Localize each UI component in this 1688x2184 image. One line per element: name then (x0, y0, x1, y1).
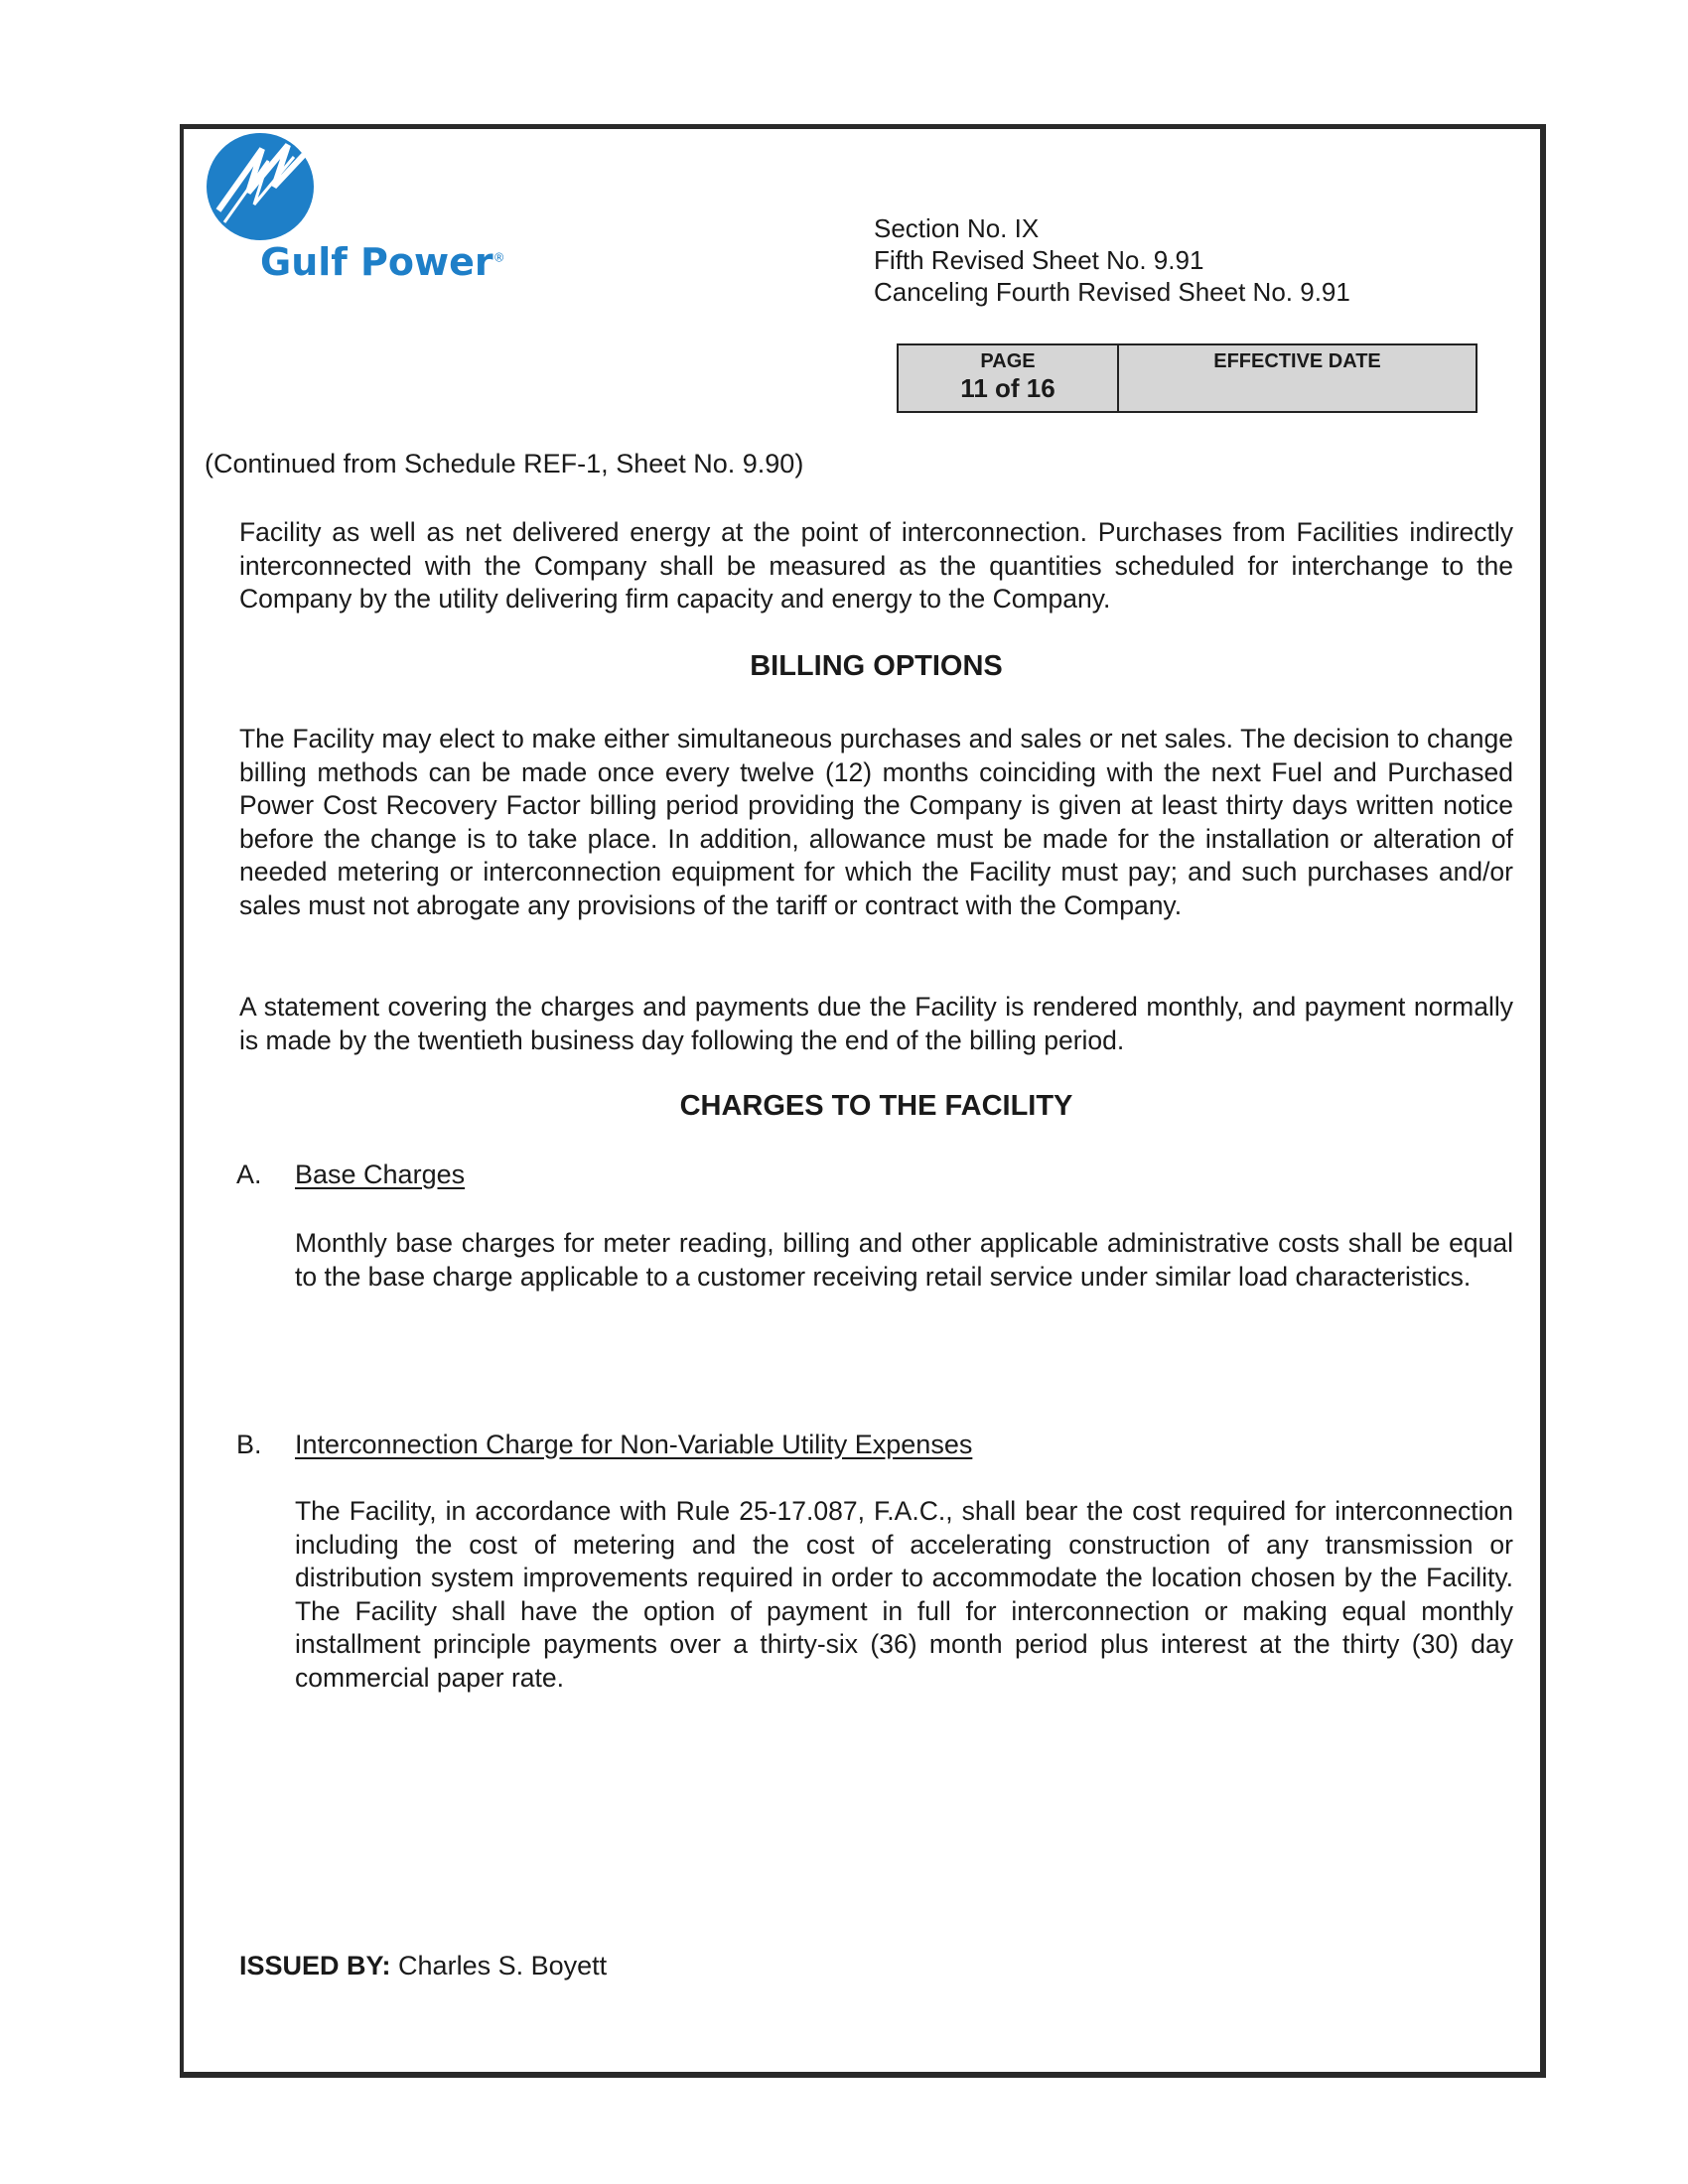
canceling-sheet: Canceling Fourth Revised Sheet No. 9.91 (874, 277, 1350, 307)
item-a-body: Monthly base charges for meter reading, billing and other applicable administrative costs shall be equal to the base charge applicable to a customer receiving retail service under similar load characteristics. (295, 1228, 1513, 1292)
page-cell (899, 345, 1119, 411)
item-b-body: The Facility, in accordance with Rule 25-17.087, F.A.C., shall bear the cost required for interconnection including the cost of metering and the cost of accelerating construction of any transmission or distribution system improvements required in order to accommodate the location chosen by the Facility. The Facility shall have the option of payment in full for interconnection or making equal monthly installment principle payments over a thirty-six (36) month period plus interest at the thirty (30) day commercial paper rate. (295, 1496, 1513, 1693)
item-a-title: Base Charges (295, 1160, 466, 1189)
billing-options-heading: BILLING OPTIONS (750, 650, 1003, 682)
company-name: Gulf Power® (260, 240, 505, 284)
effective-date-label: EFFECTIVE DATE (1213, 350, 1381, 372)
item-b-title: Interconnection Charge for Non-Variable Utility Expenses (295, 1430, 973, 1459)
continued-note: (Continued from Schedule REF-1, Sheet No. 9.90) (205, 449, 804, 478)
sheet-info (874, 212, 1350, 308)
billing-paragraph-1: The Facility may elect to make either simultaneous purchases and sales or net sales. The decision to change billing methods can be made once every twelve (12) months coinciding with the next Fuel and Purchased Power Cost Recovery Factor billing period providing the Company is given at least thirty days written notice before the change is to take place. In addition, allowance must be made for the installation or alteration of needed metering or interconnection equipment for which the Facility must pay; and such purchases and/or sales must not abrogate any provisions of the tariff or contract with the Company. (239, 724, 1513, 920)
issued-by (239, 1951, 607, 1981)
page-label: PAGE (980, 350, 1036, 372)
item-a-letter: A. (236, 1160, 262, 1189)
section-number: Section No. IX (874, 213, 1040, 243)
issued-by-name: Charles S. Boyett (398, 1951, 608, 1980)
intro-paragraph: Facility as well as net delivered energy at the point of interconnection. Purchases from Facilities indirectly interconnected with the Company shall be measured as the quantities scheduled for interchange to the Company by the utility delivering firm capacity and energy to the Company. (239, 517, 1513, 614)
issued-by-label: ISSUED BY: (239, 1951, 391, 1980)
gulf-power-logo-icon (205, 131, 316, 242)
page-date-box (897, 343, 1477, 413)
charges-heading: CHARGES TO THE FACILITY (679, 1090, 1073, 1122)
sheet-number: Fifth Revised Sheet No. 9.91 (874, 245, 1204, 275)
billing-paragraph-2: A statement covering the charges and payments due the Facility is rendered monthly, and payment normally is made by the twentieth business day following the end of the billing period. (239, 992, 1513, 1055)
page-value: 11 of 16 (960, 373, 1055, 403)
item-b-letter: B. (236, 1430, 262, 1459)
company-logo (205, 131, 562, 290)
